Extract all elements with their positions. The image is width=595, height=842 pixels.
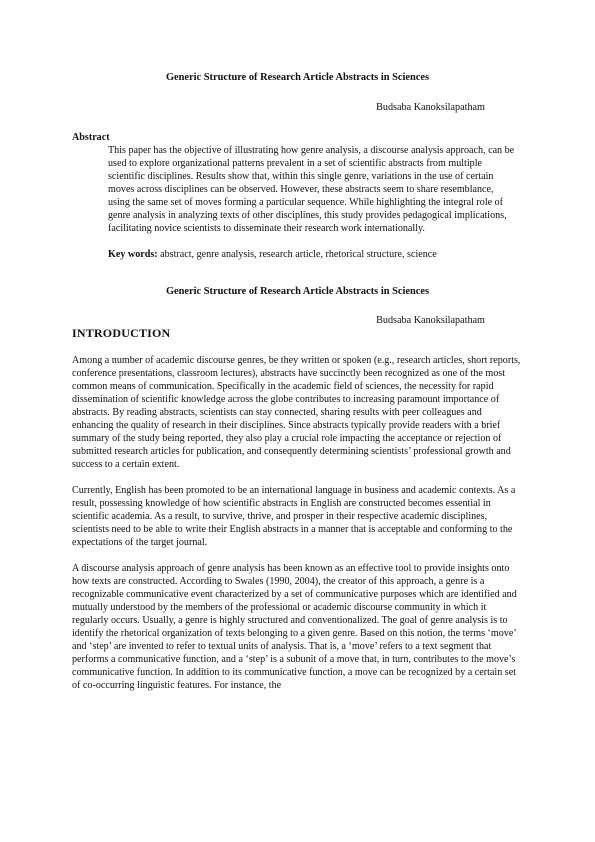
repeat-author: Budsaba Kanoksilapatham	[376, 315, 485, 326]
paragraph-3: A discourse analysis approach of genre analysis has been known as an effective tool to provide insights onto how texts are constructed. According to Swales (1990, 2004), the creator of this approach, a genre is a recognizable communicative event characterized by a set of communicative purposes which are identified and mutually understood by the members of the professional or academic discourse community in which it regularly occurs. Usually, a genre is highly structured and conventionalized. The goal of genre analysis is to identify the rhetorical organization of texts belonging to a given genre. Based on this notion, the terms ‘move’ and ‘step’ are invented to refer to textual units of analysis. That is, a ‘move’ refers to a text segment that performs a communicative function, and a ‘step’ is a subunit of a move that, in turn, contributes to the move’s communicative function. In addition to its communicative function, a move can be recognized by a certain set of co-occurring linguistic features. For instance, the	[72, 563, 517, 691]
author-name: Budsaba Kanoksilapatham	[376, 102, 485, 113]
paragraph-1: Among a number of academic discourse genres, be they written or spoken (e.g., research articles, short reports, conference presentations, classroom lectures), abstracts have succinctly been recognized as one of the most common means of communication. Specifically in the academic field of sciences, the necessity for rapid dissemination of scientific knowledge across the globe contributes to increasing paramount importance of abstracts. By reading abstracts, scientists can stay connected, sharing results with peer colleagues and enhancing the quality of research in their disciplines. Since abstracts typically provide readers with a brief summary of the study being reported, they also play a crucial role impacting the acceptance or rejection of submitted research articles for publication, and consequently determining scientists’ professional growth and success to a certain extent.	[72, 355, 521, 470]
abstract-heading: Abstract	[72, 132, 110, 143]
repeat-title: Generic Structure of Research Article Abstracts in Sciences	[165, 286, 430, 297]
abstract-text: This paper has the objective of illustrating how genre analysis, a discourse analysis approach, can be used to explore organizational patterns prevalent in a set of scientific abstracts from multiple scientific disciplines. Results show that, within this single genre, variations in the use of certain moves across disciplines can be observed. However, these abstracts seem to share resemblance, using the same set of moves forming a particular sequence. While highlighting the integral role of genre analysis in analyzing texts of other disciplines, this study provides pedagogical implications, facilitating novice scientists to disseminate their research work internationally.	[108, 145, 515, 234]
keywords-line	[108, 248, 523, 261]
keywords-label: Key words:	[108, 249, 158, 260]
paragraph-2: Currently, English has been promoted to be an international language in business and academic contexts. As a result, possessing knowledge of how scientific abstracts in English are constructed becomes essential in scientific academia. As a result, to survive, thrive, and prosper in their respective academic disciplines, scientists need to be able to write their English abstracts in a manner that is acceptable and conforming to the expectations of the target journal.	[72, 485, 516, 548]
keywords-text: abstract, genre analysis, research article, rhetorical structure, science	[160, 249, 437, 260]
section-heading-introduction: INTRODUCTION	[72, 326, 171, 340]
paper-title: Generic Structure of Research Article Abstracts in Sciences	[165, 72, 430, 83]
